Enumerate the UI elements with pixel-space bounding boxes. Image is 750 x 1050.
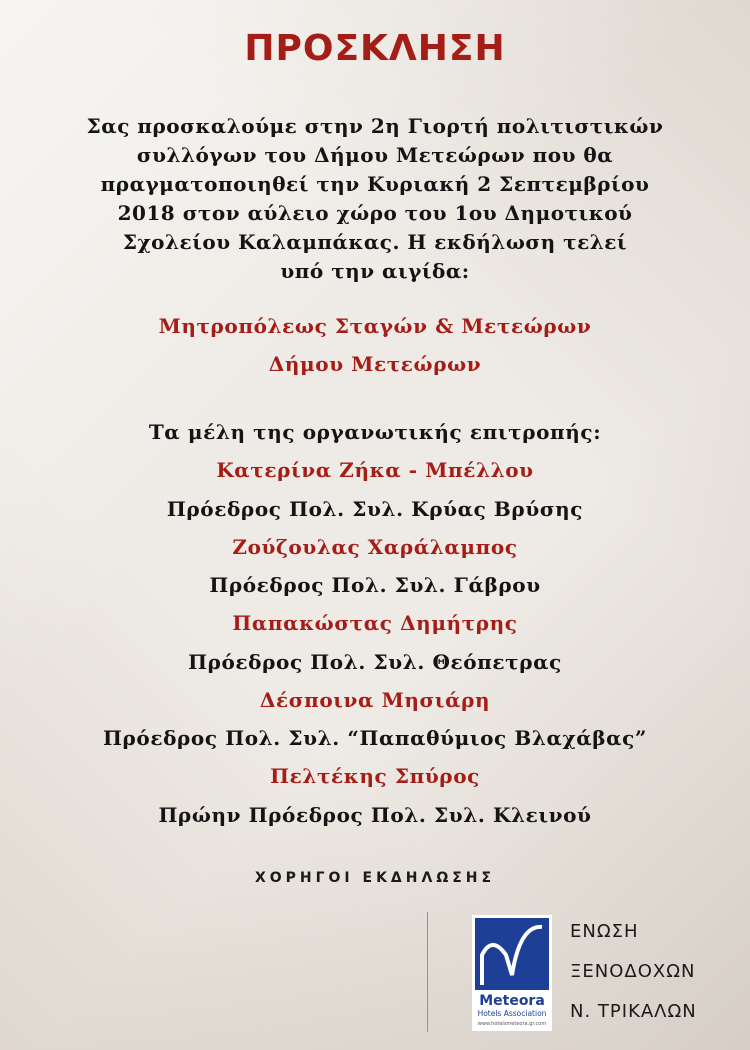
association-line: ΞΕΝΟΔΟΧΩΝ bbox=[570, 961, 696, 982]
logo-url: www.hotelsmeteora.gr.com bbox=[477, 1021, 547, 1027]
logo-subtitle: Hotels Association bbox=[477, 1009, 547, 1018]
auspice-metropolis: Μητροπόλεως Σταγών & Μετεώρων bbox=[158, 314, 592, 338]
intro-paragraph bbox=[40, 112, 710, 286]
committee-heading: Τα μέλη της οργανωτικής επιτροπής: bbox=[148, 420, 602, 444]
invitation-title: ΠΡΟΣΚΛΗΣΗ bbox=[244, 28, 506, 69]
logo-brand: Meteora bbox=[479, 993, 545, 1009]
member-role: Πρώην Πρόεδρος Πολ. Συλ. Κλεινού bbox=[158, 803, 592, 827]
member-role: Πρόεδρος Πολ. Συλ. “Παπαθύμιος Βλαχάβας” bbox=[103, 726, 647, 750]
auspice-municipality: Δήμου Μετεώρων bbox=[268, 352, 482, 376]
member-role: Πρόεδρος Πολ. Συλ. Γάβρου bbox=[209, 573, 541, 597]
sponsors-heading: ΧΟΡΗΓΟΙ ΕΚΔΗΛΩΣΗΣ bbox=[254, 870, 496, 886]
member-name: Πελτέκης Σπύρος bbox=[270, 764, 480, 788]
association-line: Ν. ΤΡΙΚΑΛΩΝ bbox=[570, 1001, 697, 1022]
association-line: ΕΝΩΣΗ bbox=[570, 921, 639, 942]
member-name: Κατερίνα Ζήκα - Μπέλλου bbox=[216, 458, 534, 482]
intro-line: Σχολείου Καλαμπάκας. Η εκδήλωση τελεί bbox=[122, 230, 628, 254]
member-name: Ζούζουλας Χαράλαμπος bbox=[232, 535, 518, 559]
hotel-association-name bbox=[570, 912, 740, 1032]
member-role: Πρόεδρος Πολ. Συλ. Κρύας Βρύσης bbox=[166, 497, 584, 521]
member-name: Δέσποινα Μησιάρη bbox=[259, 688, 491, 712]
intro-line: υπό την αιγίδα: bbox=[280, 259, 470, 283]
member-role: Πρόεδρος Πολ. Συλ. Θεόπετρας bbox=[188, 650, 562, 674]
intro-line: συλλόγων του Δήμου Μετεώρων που θα bbox=[136, 143, 614, 167]
member-name: Παπακώστας Δημήτρης bbox=[232, 611, 518, 635]
meteora-hotels-logo bbox=[472, 915, 552, 1031]
intro-line: πραγματοποιηθεί την Κυριακή 2 Σεπτεμβρίου bbox=[100, 172, 650, 196]
sponsor-divider bbox=[427, 912, 428, 1032]
intro-line: 2018 στον αύλειο χώρο του 1ου Δημοτικού bbox=[117, 201, 633, 225]
intro-line: Σας προσκαλούμε στην 2η Γιορτή πολιτιστικών bbox=[86, 114, 664, 138]
